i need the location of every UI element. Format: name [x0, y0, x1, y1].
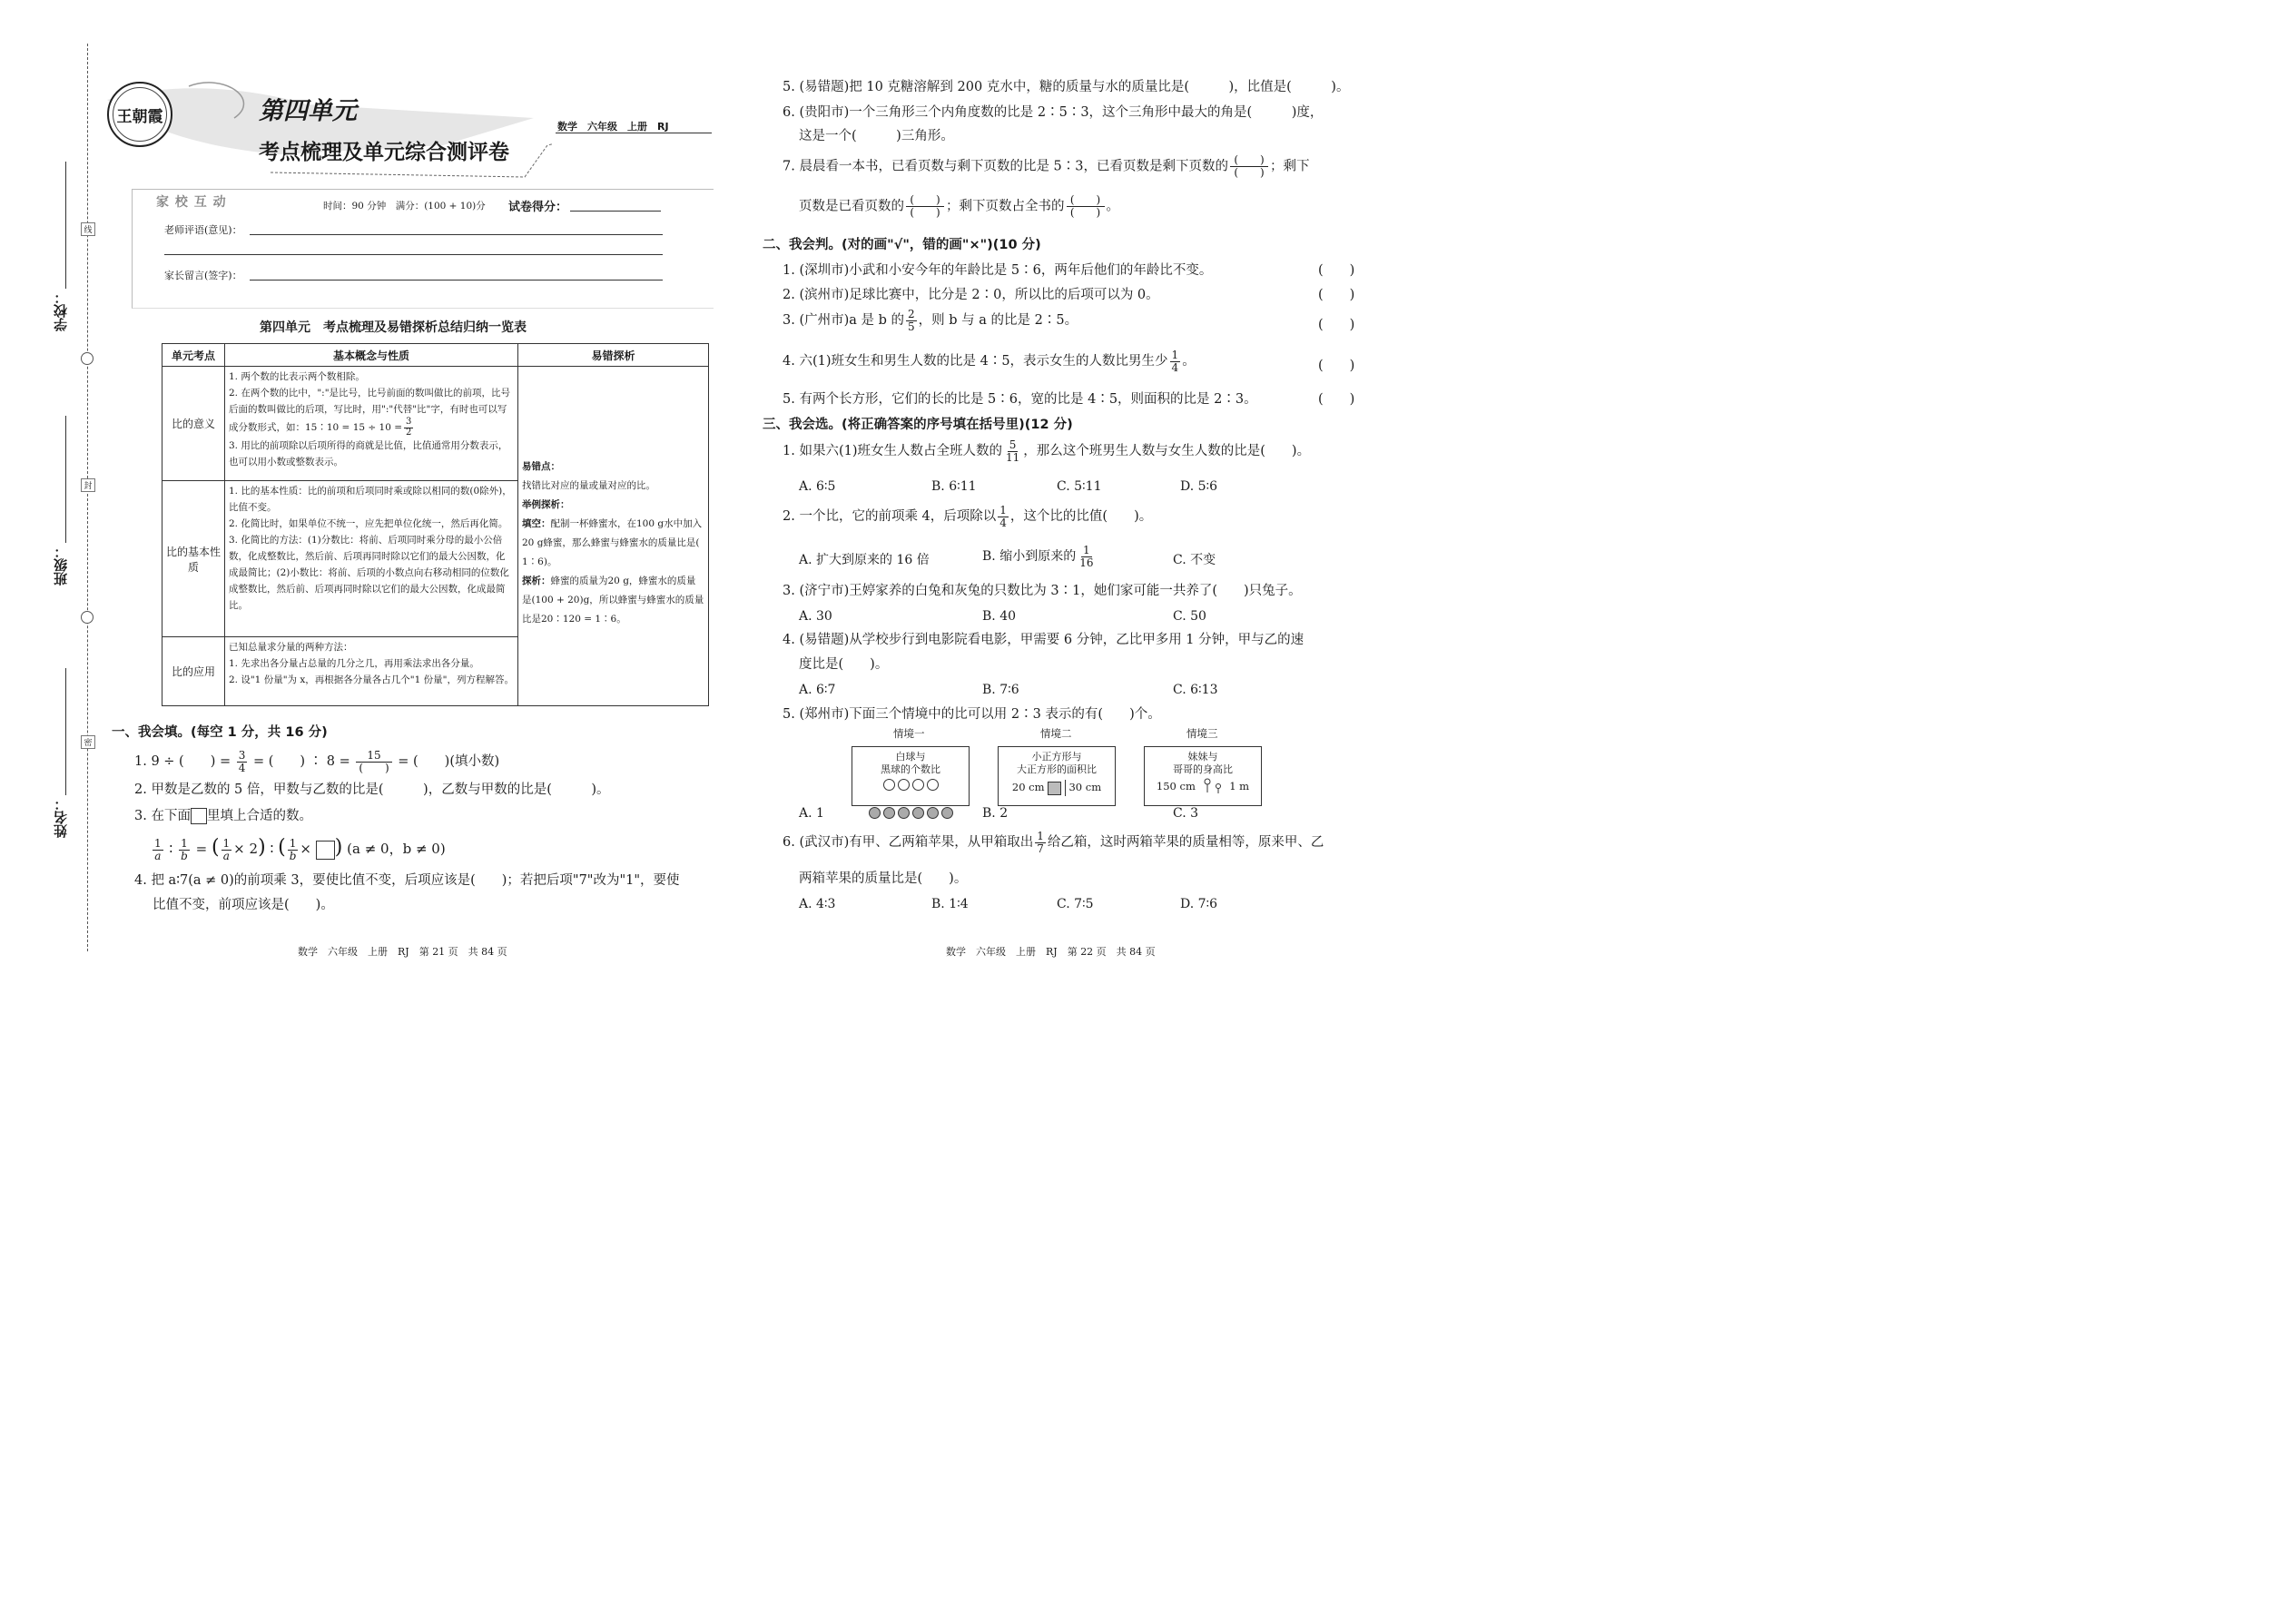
children-icon	[1199, 778, 1226, 796]
q1-part: 1. 9 ÷ ( ) =	[134, 754, 231, 770]
q1-part: 1. 如果六(1)班女生人数占全班人数的	[783, 444, 1002, 459]
fraction	[1078, 545, 1095, 568]
square-box-icon	[191, 808, 207, 824]
white-ball-icon	[883, 779, 895, 791]
scene-line: 小正方形与	[1031, 751, 1082, 763]
concept-item: 已知总量求分量的两种方法：	[229, 642, 353, 653]
fraction-numerator: 15	[356, 750, 391, 763]
blank-fraction[interactable]	[1067, 194, 1105, 219]
q4-part: 4. 六(1)班女生和男生人数的比是 4∶5，表示女生的人数比男生少	[783, 354, 1168, 369]
judge-question-1: 1. (深圳市)小武和小安今年的年龄比是 5∶6，两年后他们的年龄比不变。	[783, 263, 1213, 278]
black-ball-icon	[927, 807, 939, 819]
q2-part: 2. 一个比，它的前项乘 4，后项除以	[783, 509, 997, 525]
binding-dashed-line	[87, 44, 88, 951]
q7-part: 。	[1106, 199, 1119, 214]
judge-answer-paren[interactable]: ( )	[1318, 392, 1355, 407]
scene-title: 情境一	[893, 727, 925, 740]
fraction-denominator: ( )	[359, 761, 389, 774]
paren-close-icon: )	[258, 836, 266, 859]
choice-question-4: 4. (易错题)从学校步行到电影院看电影，甲需要 6 分钟，乙比甲多用 1 分钟，甲与乙的速	[783, 633, 1305, 647]
scene-title: 情境三	[1186, 727, 1218, 740]
fraction-denominator: b	[181, 849, 188, 862]
topic-name: 比的意义	[162, 367, 225, 481]
option-b[interactable]: B. 1∶4	[931, 897, 969, 911]
q3-part: 3. 在下面	[134, 809, 191, 823]
fraction-numerator: 1	[181, 836, 188, 850]
answer-box[interactable]	[316, 841, 335, 860]
white-balls	[852, 779, 969, 807]
footer-right: 数学 六年级 上册 RJ 第 22 页 共 84 页	[946, 946, 1156, 958]
q6-part: 6. (武汉市)有甲、乙两箱苹果，从甲箱取出	[783, 835, 1034, 851]
choice-question-4-cont: 度比是( )。	[799, 657, 889, 672]
name-input-line[interactable]	[65, 668, 66, 795]
fraction-denominator: 7	[1037, 842, 1044, 855]
scene-one-box	[852, 746, 970, 806]
concept-item: 3. 化简比的方法：(1)分数比：将前、后项同时乘分母的最小公倍数，化成整数比，然后前、后项再同时除以它们的最大公因数，化成最简比；(2)小数比：将前、后项的小数点向右移动相同的位数化成整数比，然后前、后项再同时除以它们的最大公因数，化成最简比。	[229, 535, 509, 611]
fraction	[179, 838, 190, 861]
option-b-text: B. 缩小到原来的	[982, 549, 1077, 565]
fill-example	[522, 515, 704, 572]
error-point-text: 找错比对应的量或量对应的比。	[522, 480, 655, 491]
teacher-comment-line-2[interactable]	[164, 254, 663, 255]
q3-part: 3. (广州市)a 是 b 的	[783, 313, 905, 329]
small-square-side: 20 cm	[1011, 781, 1045, 793]
table-row	[162, 367, 709, 481]
brother-height: 150 cm	[1156, 780, 1196, 792]
concept-item: 2. 化简比时，如果单位不统一，应先把单位化统一，然后再化简。	[229, 518, 508, 529]
binding-mark-mi: 密	[81, 735, 95, 749]
concept-cell	[225, 367, 518, 481]
teacher-comment-label: 老师评语(意见)：	[164, 224, 242, 236]
scene-line: 白球与	[895, 751, 926, 763]
concept-item: 1. 两个数的比表示两个数相除。	[229, 371, 365, 382]
fraction-numerator: 1	[999, 504, 1007, 517]
q4-part: 。	[1182, 354, 1196, 369]
fraction-numerator: 1	[1171, 349, 1179, 361]
choice-question-6-cont: 两箱苹果的质量比是( )。	[799, 871, 968, 886]
option-b[interactable]: B. 7∶6	[982, 683, 1019, 697]
choice-question-3: 3. (济宁市)王婷家养的白兔和灰兔的只数比为 3∶1，她们家可能一共养了( )只兔子。	[783, 584, 1302, 598]
sister-height: 1 m	[1229, 780, 1250, 792]
black-ball-icon	[941, 807, 953, 819]
fill-question-3-formula	[151, 836, 446, 861]
q3-part: ，则 b 与 a 的比是 2∶5。	[918, 313, 1078, 329]
fraction	[1004, 439, 1021, 463]
example-label: 举例探析：	[522, 499, 570, 510]
blank-denominator: ( )	[1234, 166, 1265, 180]
judge-question-5: 5. 有两个长方形，它们的长的比是 5∶6，宽的比是 4∶5，则面积的比是 2∶3。	[783, 392, 1257, 407]
fraction	[404, 418, 413, 438]
topic-name: 比的应用	[162, 637, 225, 706]
q2-part: ，这个比的比值( )。	[1009, 509, 1153, 525]
exam-time: 时间：90 分钟 满分：(100 + 10)分	[323, 201, 486, 212]
fill-text: 配制一杯蜂蜜水，在100 g水中加入20 g蜂蜜，那么蜂蜜与蜂蜜水的质量比是( 1∶6)。	[522, 518, 703, 567]
fill-question-5: 5. (易错题)把 10 克糖溶解到 200 克水中，糖的质量与水的质量比是( )，比值是( )。	[783, 80, 1350, 94]
multiply-two: × 2	[233, 841, 259, 857]
option-c[interactable]: C. 3	[1173, 806, 1199, 821]
scene-line: 哥哥的身高比	[1173, 763, 1233, 775]
section1-title: 一、我会填。(每空 1 分，共 16 分)	[112, 725, 328, 740]
option-c[interactable]: C. 5∶11	[1057, 479, 1102, 494]
table-header: 单元考点	[162, 344, 225, 367]
fraction-numerator: 3	[238, 749, 246, 762]
binding-hole	[81, 352, 94, 365]
analysis-label: 探析：	[522, 576, 551, 586]
logo-text: 王朝霞	[113, 87, 167, 142]
school-label: 学校：	[53, 290, 69, 331]
fraction-numerator: 1	[154, 836, 162, 850]
choice-question-2	[783, 505, 1152, 528]
blank-denominator: ( )	[1069, 206, 1101, 220]
judge-question-2: 2. (滨州市)足球比赛中，比分是 2∶0，所以比的后项可以为 0。	[783, 288, 1159, 302]
scene-three-box	[1144, 746, 1262, 806]
parent-comment-line[interactable]	[250, 280, 663, 281]
fraction-denominator: b	[289, 849, 297, 862]
white-ball-icon	[927, 779, 939, 791]
black-balls	[852, 807, 969, 822]
scene-line: 黑球的个数比	[881, 763, 940, 775]
q7-part: 7. 晨晨看一本书，已看页数与剩下页数的比是 5∶3，已看页数是剩下页数的	[783, 159, 1229, 174]
concept-item: 1. 先求出各分量占总量的几分之几，再用乘法求出各分量。	[229, 658, 479, 669]
condition-text: (a ≠ 0，b ≠ 0)	[347, 841, 446, 857]
fill-question-1	[134, 750, 499, 773]
paper-subtitle: 考点梳理及单元综合测评卷	[259, 140, 509, 164]
q7-part: ；剩下页数占全书的	[946, 199, 1065, 214]
fraction	[1170, 349, 1181, 373]
q7-part: ；剩下	[1270, 159, 1310, 174]
fraction-denominator: 16	[1079, 556, 1094, 569]
choice-question-1	[783, 439, 1310, 463]
concept-cell	[225, 637, 518, 706]
option-a[interactable]: A. 6∶7	[799, 683, 836, 697]
blank-numerator: ( )	[1230, 154, 1268, 167]
fraction	[998, 505, 1009, 528]
topic-name: 比的基本性质	[162, 481, 225, 637]
fraction-denominator: 11	[1005, 450, 1020, 464]
fraction-numerator: 1	[1037, 830, 1044, 842]
fraction-denominator: 4	[238, 761, 246, 774]
fraction-denominator: 4	[999, 516, 1007, 529]
fraction-numerator: 2	[908, 308, 915, 320]
fill-question-7	[783, 154, 1310, 179]
scene-line: 妹妹与	[1187, 751, 1218, 763]
section2-title: 二、我会判。(对的画"√"，错的画"×")(10 分)	[763, 238, 1041, 252]
scene-title: 情境二	[1040, 727, 1072, 740]
section3-title: 三、我会选。(将正确答案的序号填在括号里)(12 分)	[763, 418, 1073, 432]
binding-hole	[81, 611, 94, 624]
paren-close-icon: )	[334, 836, 343, 859]
choice-question-6	[783, 831, 1324, 854]
jiaxiao-label: 家 校 互 动	[156, 195, 227, 210]
analysis-text: 蜂蜜的质量为20 g，蜂蜜水的质量是(100 + 20)g，所以蜂蜜与蜂蜜水的质量比是20∶120 = 1∶6。	[522, 576, 704, 625]
concept-item: 3. 用比的前项除以后项所得的商就是比值，比值通常用分数表示，也可以用小数或整数表示。	[229, 440, 508, 468]
fraction-numerator: 5	[1009, 438, 1017, 451]
white-ball-icon	[898, 779, 910, 791]
option-c[interactable]: C. 50	[1173, 609, 1206, 624]
option-a[interactable]: A. 6∶5	[799, 479, 836, 494]
blank-numerator: ( )	[906, 194, 944, 207]
height-compare	[1145, 778, 1261, 796]
square-compare	[999, 780, 1115, 796]
class-input-line[interactable]	[65, 416, 66, 543]
table-header: 易错探析	[518, 344, 709, 367]
black-ball-icon	[883, 807, 895, 819]
analysis-example	[522, 572, 704, 629]
fraction	[906, 309, 917, 332]
fill-label: 填空：	[522, 518, 551, 529]
fill-question-4-cont: 比值不变，前项应该是( )。	[153, 898, 334, 912]
judge-answer-paren[interactable]: ( )	[1318, 288, 1355, 302]
score-label: 试卷得分：	[508, 201, 568, 214]
fraction	[356, 750, 391, 773]
option-a[interactable]: A. 30	[799, 609, 832, 624]
fraction	[237, 750, 248, 773]
logo-seal	[107, 82, 172, 147]
option-d[interactable]: D. 7∶6	[1180, 897, 1218, 911]
paren-open-icon: (	[211, 836, 220, 859]
error-analysis-cell	[518, 367, 709, 706]
summary-table-title: 第四单元 考点梳理及易错探析总结归纳一览表	[260, 320, 527, 335]
blank-denominator: ( )	[910, 206, 940, 220]
option-b[interactable]	[982, 545, 1097, 568]
concept-item: 2. 设"1 份量"为 x，再根据各分量各占几个"1 份量"，列方程解答。	[229, 674, 514, 685]
fraction	[1035, 831, 1046, 854]
option-c[interactable]: C. 不变	[1173, 553, 1216, 567]
concept-item: 1. 比的基本性质：比的前项和后项同时乘或除以相同的数(0除外)，比值不变。	[229, 486, 512, 513]
judge-answer-paren[interactable]: ( )	[1318, 263, 1355, 278]
fraction-denominator: a	[154, 849, 162, 862]
judge-question-3	[783, 309, 1078, 332]
table-header-row	[162, 344, 709, 367]
judge-question-4	[783, 349, 1196, 373]
ratio-sign: ∶	[169, 841, 173, 857]
choice-question-5: 5. (郑州市)下面三个情境中的比可以用 2∶3 表示的有( )个。	[783, 707, 1161, 722]
fraction	[153, 838, 163, 861]
fraction-numerator: 1	[289, 836, 297, 850]
paper-meta: 数学 六年级 上册 RJ	[557, 121, 669, 133]
summary-table	[162, 343, 709, 706]
concept-item	[229, 385, 514, 438]
fraction-denominator: 2	[406, 427, 412, 438]
parent-comment-label: 家长留言(签字)：	[164, 270, 242, 281]
scene-two-box	[998, 746, 1116, 806]
fraction	[288, 838, 299, 861]
blank-fraction[interactable]	[1230, 154, 1268, 179]
fill-question-6-cont: 这是一个( )三角形。	[799, 129, 954, 143]
option-d[interactable]: D. 5∶6	[1180, 479, 1218, 494]
judge-answer-paren[interactable]: ( )	[1318, 359, 1355, 373]
option-c[interactable]: C. 7∶5	[1057, 897, 1094, 911]
unit-title: 第四单元	[259, 97, 357, 125]
fill-question-3	[134, 808, 312, 824]
table-header: 基本概念与性质	[225, 344, 518, 367]
concept-item-text: 2. 在两个数的比中，":"是比号，比号前面的数叫做比的前项，比号后面的数叫做比的后项，写比时，用":"代替"比"字，有时也可以写成分数形式，如：15∶10 = 15 ÷ 10 =	[229, 388, 511, 433]
fraction-numerator: 3	[406, 417, 412, 427]
blank-numerator: ( )	[1067, 194, 1105, 207]
q1-part: = ( ) ∶ 8 =	[252, 754, 350, 770]
teacher-comment-line[interactable]	[250, 234, 663, 235]
fill-question-7-cont	[799, 194, 1119, 219]
fraction	[222, 838, 232, 861]
fraction-denominator: 5	[908, 320, 915, 333]
equals-sign: =	[195, 841, 208, 857]
q1-part: ，那么这个班男生人数与女生人数的比是( )。	[1023, 444, 1311, 459]
black-ball-icon	[912, 807, 924, 819]
option-b[interactable]: B. 2	[982, 806, 1009, 821]
black-ball-icon	[869, 807, 881, 819]
q3-part: 里填上合适的数。	[206, 809, 312, 823]
option-c[interactable]: C. 6∶13	[1173, 683, 1218, 697]
school-input-line[interactable]	[65, 162, 66, 289]
blank-fraction[interactable]	[906, 194, 944, 219]
footer-left: 数学 六年级 上册 RJ 第 21 页 共 84 页	[298, 946, 507, 958]
small-square-icon	[1048, 782, 1061, 795]
fill-question-2: 2. 甲数是乙数的 5 倍，甲数与乙数的比是( )，乙数与甲数的比是( )。	[134, 782, 610, 797]
concept-cell	[225, 481, 518, 637]
black-ball-icon	[898, 807, 910, 819]
ratio-sign: ∶	[270, 841, 274, 857]
option-b[interactable]: B. 40	[982, 609, 1017, 624]
error-point-label: 易错点：	[522, 461, 560, 472]
option-a[interactable]: A. 扩大到原来的 16 倍	[799, 553, 930, 567]
fraction-denominator: a	[222, 849, 230, 862]
q6-part: 给乙箱，这时两箱苹果的质量相等，原来甲、乙	[1047, 835, 1324, 851]
paren-open-icon: (	[278, 836, 286, 859]
option-b[interactable]: B. 6∶11	[931, 479, 977, 494]
score-input[interactable]	[570, 211, 661, 212]
binding-mark-xian: 线	[81, 222, 95, 236]
binding-mark-feng: 封	[81, 478, 95, 492]
large-square-side: 30 cm	[1068, 781, 1102, 793]
option-a[interactable]: A. 4∶3	[799, 897, 836, 911]
fraction-numerator: 1	[222, 836, 231, 850]
fraction-numerator: 1	[1083, 544, 1090, 556]
class-label: 班级：	[53, 545, 69, 586]
option-a[interactable]: A. 1	[799, 806, 824, 821]
fill-question-6: 6. (贵阳市)一个三角形三个内角度数的比是 2∶5∶3，这个三角形中最大的角是( )度，	[783, 105, 1324, 120]
multiply-sign: ×	[300, 841, 311, 857]
large-square-edge-icon	[1065, 780, 1066, 796]
fraction-denominator: 4	[1171, 360, 1179, 374]
q1-part: = ( )(填小数)	[398, 754, 500, 770]
white-ball-icon	[912, 779, 924, 791]
fill-question-4: 4. 把 a∶7(a ≠ 0)的前项乘 3，要使比值不变，后项应该是( )；若把后项"7"改为"1"，要使	[134, 873, 680, 888]
scene-line: 大正方形的面积比	[1017, 763, 1097, 775]
q7-part: 页数是已看页数的	[799, 199, 904, 214]
judge-answer-paren[interactable]: ( )	[1318, 318, 1355, 332]
name-label: 姓名：	[53, 797, 69, 838]
